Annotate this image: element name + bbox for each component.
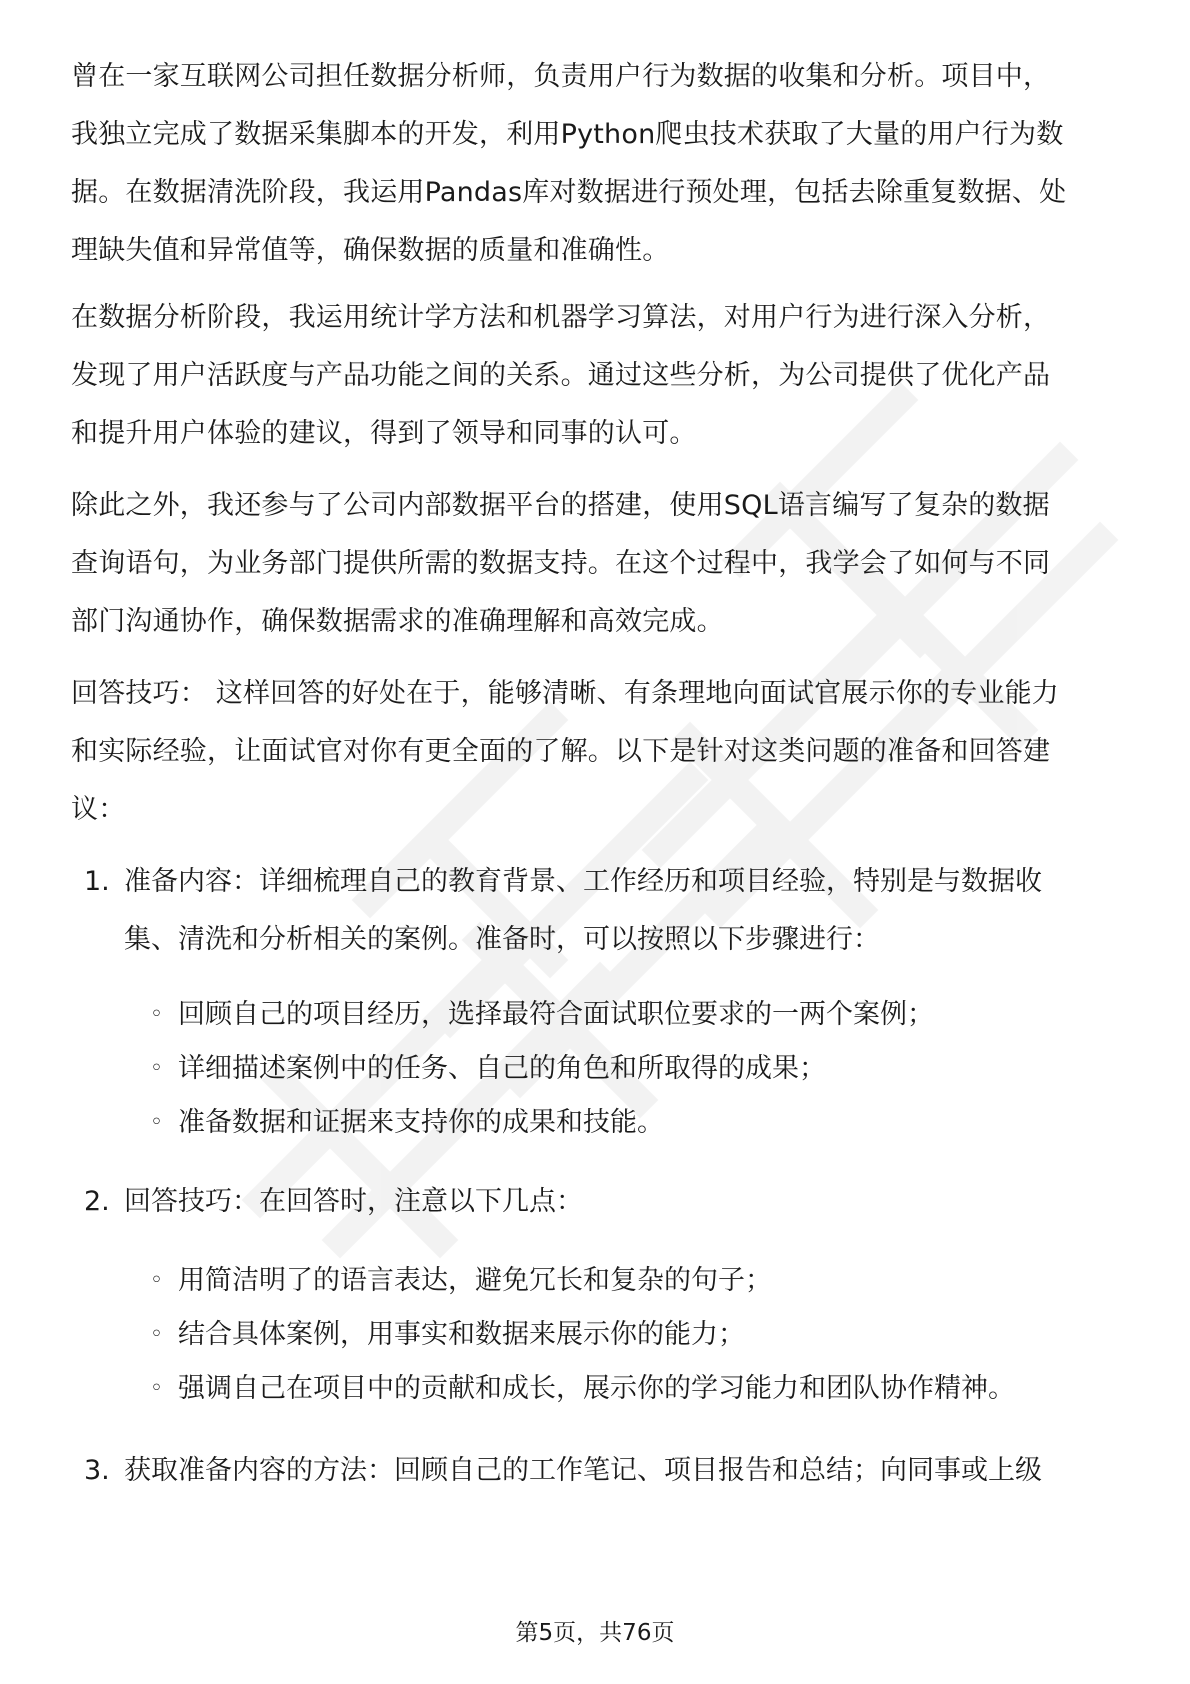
paragraph-line: 和提升用户体验的建议，得到了领导和同事的认可。 xyxy=(71,418,697,449)
paragraph-line: 在数据分析阶段，我运用统计学方法和机器学习算法，对用户行为进行深入分析， xyxy=(71,302,1051,333)
list-item-line: 准备内容：详细梳理自己的教育背景、工作经历和项目经验，特别是与数据收 xyxy=(124,866,1042,897)
paragraph-line: 理缺失值和异常值等，确保数据的质量和准确性。 xyxy=(71,235,670,266)
bullet-text: 详细描述案例中的任务、自己的角色和所取得的成果； xyxy=(178,1053,826,1084)
paragraph-experience xyxy=(71,48,1131,280)
paragraph-answer-tips xyxy=(71,665,1131,839)
bullet-text: 准备数据和证据来支持你的成果和技能。 xyxy=(178,1107,664,1138)
paragraph-line: 回答技巧： 这样回答的好处在于，能够清晰、有条理地向面试官展示你的专业能力 xyxy=(71,678,1059,709)
bullet-text: 结合具体案例，用事实和数据来展示你的能力； xyxy=(178,1319,745,1350)
paragraph-analysis xyxy=(71,289,1131,463)
paragraph-line: 据。在数据清洗阶段，我运用Pandas库对数据进行预处理，包括去除重复数据、处 xyxy=(71,177,1067,208)
bullet-circle-icon: ◦ xyxy=(150,1268,163,1293)
bullet-circle-icon: ◦ xyxy=(150,1376,163,1401)
bullet-text: 用简洁明了的语言表达，避免冗长和复杂的句子； xyxy=(178,1265,772,1296)
paragraph-line: 议： xyxy=(71,794,126,825)
paragraph-line: 查询语句，为业务部门提供所需的数据支持。在这个过程中，我学会了如何与不同 xyxy=(71,548,1051,579)
paragraph-line: 除此之外，我还参与了公司内部数据平台的搭建，使用SQL语言编写了复杂的数据 xyxy=(71,490,1050,521)
bullet-circle-icon: ◦ xyxy=(150,1056,163,1081)
list-number: 3. xyxy=(84,1455,110,1486)
bullet-text: 回顾自己的项目经历，选择最符合面试职位要求的一两个案例； xyxy=(178,999,934,1030)
bullet-text: 强调自己在项目中的贡献和成长，展示你的学习能力和团队协作精神。 xyxy=(178,1373,1015,1404)
bullet-circle-icon: ◦ xyxy=(150,1110,163,1135)
list-number: 2. xyxy=(84,1186,110,1217)
bullet-circle-icon: ◦ xyxy=(150,1322,163,1347)
list-item-line: 获取准备内容的方法：回顾自己的工作笔记、项目报告和总结；向同事或上级 xyxy=(124,1455,1042,1486)
paragraph-line: 和实际经验，让面试官对你有更全面的了解。以下是针对这类问题的准备和回答建 xyxy=(71,736,1051,767)
paragraph-platform xyxy=(71,477,1131,651)
paragraph-line: 发现了用户活跃度与产品功能之间的关系。通过这些分析，为公司提供了优化产品 xyxy=(71,360,1051,391)
page-number-footer: 第5页，共76页 xyxy=(515,1620,675,1646)
list-number: 1. xyxy=(84,866,110,897)
paragraph-line: 我独立完成了数据采集脚本的开发，利用Python爬虫技术获取了大量的用户行为数 xyxy=(71,119,1064,150)
paragraph-line: 部门沟通协作，确保数据需求的准确理解和高效完成。 xyxy=(71,606,724,637)
list-item-line: 回答技巧：在回答时，注意以下几点： xyxy=(124,1186,583,1217)
paragraph-line: 曾在一家互联网公司担任数据分析师，负责用户行为数据的收集和分析。项目中， xyxy=(71,61,1051,92)
bullet-circle-icon: ◦ xyxy=(150,1002,163,1027)
list-item-line: 集、清洗和分析相关的案例。准备时，可以按照以下步骤进行： xyxy=(124,924,880,955)
